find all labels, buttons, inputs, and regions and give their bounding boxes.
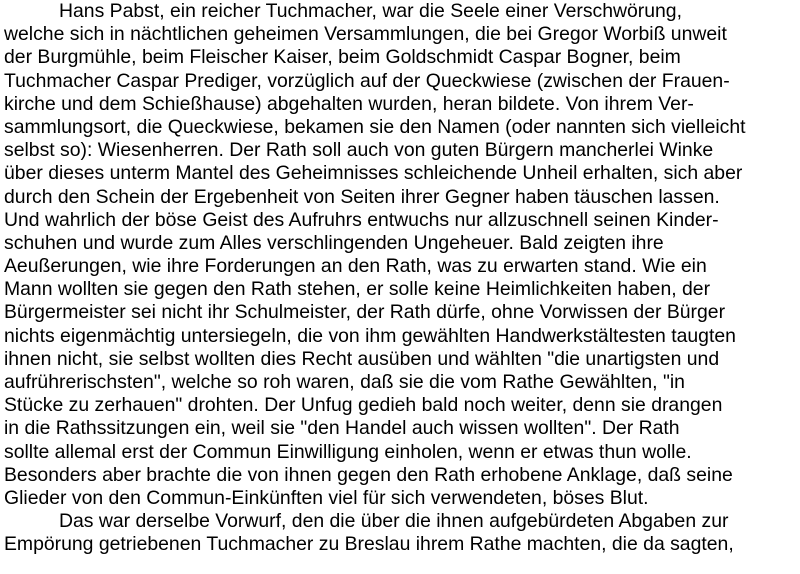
body-text xyxy=(4,0,800,557)
text-line-15: nichts eigenmächtig untersiegeln, die von ihm gewählten Handwerkstältesten taugten xyxy=(4,324,736,347)
text-line-16: ihnen nicht, sie selbst wollten dies Recht ausüben und wählten "die unartigsten und xyxy=(4,347,720,370)
text-line-12: Aeußerungen, wie ihre Forderungen an den Rath, was zu erwarten stand. Wie ein xyxy=(4,255,707,278)
text-line-21: Besonders aber brachte die von ihnen gegen den Rath erhobene Anklage, daß seine xyxy=(4,463,733,486)
text-line-20: sollte allemal erst der Commun Einwilligung einholen, wenn er etwas thun wolle. xyxy=(4,440,692,463)
text-line-10: Und wahrlich der böse Geist des Aufruhrs entwuchs nur allzuschnell seinen Kinder- xyxy=(4,208,719,231)
text-line-23: Das war derselbe Vorwurf, den die über die ihnen aufgebürdeten Abgaben zur xyxy=(59,510,729,533)
text-line-4: Tuchmacher Caspar Prediger, vorzüglich auf der Queckwiese (zwischen der Frauen- xyxy=(4,69,730,92)
text-line-13: Mann wollten sie gegen den Rath stehen, er solle keine Heimlichkeiten haben, der xyxy=(4,278,711,301)
text-line-3: der Burgmühle, beim Fleischer Kaiser, beim Goldschmidt Caspar Bogner, beim xyxy=(4,46,681,69)
text-line-24: Empörung getriebenen Tuchmacher zu Breslau ihrem Rathe machten, die da sagten, xyxy=(4,533,734,556)
text-line-22: Glieder von den Commun-Einkünften viel für sich verwendeten, böses Blut. xyxy=(4,486,649,509)
text-line-5: kirche und dem Schießhause) abgehalten wurden, heran bildete. Von ihrem Ver- xyxy=(4,92,694,115)
text-line-6: sammlungsort, die Queckwiese, bekamen sie den Namen (oder nannten sich vielleicht xyxy=(4,115,746,138)
text-line-7: selbst so): Wiesenherren. Der Rath soll auch von guten Bürgern mancherlei Winke xyxy=(4,139,714,162)
text-line-19: in die Rathssitzungen ein, weil sie "den Handel auch wissen wollten". Der Rath xyxy=(4,417,680,440)
text-line-11: schuhen und wurde zum Alles verschlingenden Ungeheuer. Bald zeigten ihre xyxy=(4,231,664,254)
text-line-1: Hans Pabst, ein reicher Tuchmacher, war die Seele einer Verschwörung, xyxy=(59,0,682,22)
text-line-8: über dieses unterm Mantel des Geheimnisses schleichende Unheil erhalten, sich aber xyxy=(4,162,743,185)
text-line-17: aufrührerischsten", welche so roh waren, daß sie die vom Rathe Gewählten, "in xyxy=(4,371,685,393)
text-line-2: welche sich in nächtlichen geheimen Versammlungen, die bei Gregor Worbiß unweit xyxy=(4,23,727,46)
text-line-9: durch den Schein der Ergebenheit von Seiten ihrer Gegner haben täuschen lassen. xyxy=(4,185,720,208)
text-line-18: Stücke zu zerhauen" drohten. Der Unfug gedieh bald noch weiter, denn sie drangen xyxy=(4,394,723,417)
text-line-14: Bürgermeister sei nicht ihr Schulmeister, der Rath dürfe, ohne Vorwissen der Bürger xyxy=(4,301,726,324)
